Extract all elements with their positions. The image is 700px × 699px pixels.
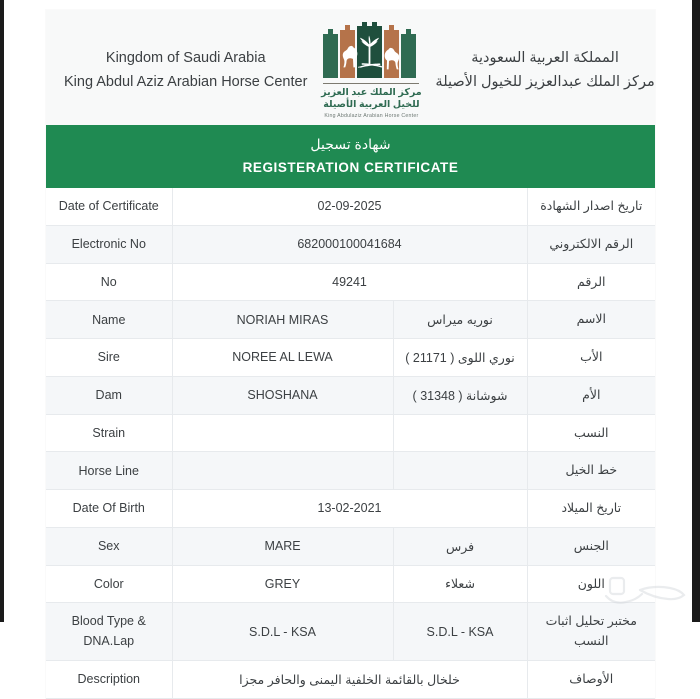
table-row [46, 188, 655, 225]
table-row [46, 661, 655, 699]
header-english-line-2: King Abdul Aziz Arabian Horse Center [64, 73, 308, 90]
row-english-label: Blood Type & DNA.Lap [46, 603, 172, 661]
row-value-arabic: نوري اللوى ( 21171 ) [393, 339, 527, 377]
row-value-arabic [393, 414, 527, 452]
row-english-label: Color [46, 565, 172, 603]
row-arabic-label: خط الخيل [527, 452, 655, 490]
row-arabic-label: الأم [527, 376, 655, 414]
header-arabic-block [435, 47, 654, 95]
row-english-label: Dam [46, 376, 172, 414]
row-value-english: SHOSHANA [172, 376, 393, 414]
header-arabic-line-2: مركز الملك عبدالعزيز للخيول الأصيلة [435, 73, 655, 90]
row-english-label: Electronic No [46, 225, 172, 263]
table-row [46, 376, 655, 414]
device-edge-right [692, 0, 700, 622]
row-value-english [172, 414, 393, 452]
certificate-details-table [46, 188, 655, 699]
row-value-arabic: S.D.L - KSA [393, 603, 527, 661]
row-value-english: S.D.L - KSA [172, 603, 393, 661]
certificate-header [46, 10, 655, 125]
row-value: 13-02-2021 [172, 490, 527, 528]
row-english-label: Description [46, 661, 172, 699]
table-row [46, 339, 655, 377]
row-english-label: Name [46, 301, 172, 339]
row-arabic-label: الرقم الالكتروني [527, 225, 655, 263]
table-row [46, 301, 655, 339]
row-english-label: Sex [46, 527, 172, 565]
row-value-english: NORIAH MIRAS [172, 301, 393, 339]
organization-logo [307, 22, 435, 119]
row-english-label: Horse Line [46, 452, 172, 490]
certificate-title-band [46, 125, 655, 188]
row-value-english: NOREE AL LEWA [172, 339, 393, 377]
row-value-arabic: شوشانة ( 31348 ) [393, 376, 527, 414]
row-value-arabic: شعلاء [393, 565, 527, 603]
horse-center-crest-icon [319, 22, 423, 80]
table-row [46, 452, 655, 490]
row-arabic-label: الاسم [527, 301, 655, 339]
table-row [46, 527, 655, 565]
row-value-arabic: نوريه ميراس [393, 301, 527, 339]
table-row [46, 565, 655, 603]
row-english-label: Strain [46, 414, 172, 452]
table-row [46, 263, 655, 301]
row-arabic-label: تاريخ اصدار الشهادة [527, 188, 655, 225]
row-value-arabic [393, 452, 527, 490]
row-value-english: GREY [172, 565, 393, 603]
row-arabic-label: مختبر تحليل اثبات النسب [527, 603, 655, 661]
row-value-english: MARE [172, 527, 393, 565]
header-english-line-1: Kingdom of Saudi Arabia [105, 49, 266, 66]
header-arabic-line-1: المملكة العربية السعودية [471, 49, 619, 66]
table-row [46, 490, 655, 528]
row-value-english [172, 452, 393, 490]
row-value: 682000100041684 [172, 225, 527, 263]
row-value: 02-09-2025 [172, 188, 527, 225]
row-value: 49241 [172, 263, 527, 301]
table-row [46, 603, 655, 661]
row-arabic-label: الرقم [527, 263, 655, 301]
table-row [46, 414, 655, 452]
certificate-title-english: REGISTERATION CERTIFICATE [242, 160, 459, 175]
row-value-arabic: فرس [393, 527, 527, 565]
logo-arabic-line-2: للخيل العربية الأصيلة [323, 99, 420, 111]
row-arabic-label: الأب [527, 339, 655, 377]
row-arabic-label: الجنس [527, 527, 655, 565]
logo-arabic-line-1: مركز الملك عبد العزيز [321, 87, 422, 99]
logo-divider [323, 83, 419, 85]
row-english-label: Sire [46, 339, 172, 377]
logo-english-line: King Abdulaziz Arabian Horse Center [324, 113, 419, 120]
row-english-label: Date of Certificate [46, 188, 172, 225]
row-english-label: Date Of Birth [46, 490, 172, 528]
device-edge-left [0, 0, 4, 622]
table-row [46, 225, 655, 263]
header-english-block [64, 47, 307, 95]
row-value: خلخال بالقائمة الخلفية اليمنى والحافر مجزا [172, 661, 527, 699]
row-arabic-label: اللون [527, 565, 655, 603]
certificate-card [46, 10, 655, 699]
row-english-label: No [46, 263, 172, 301]
row-arabic-label: الأوصاف [527, 661, 655, 699]
row-arabic-label: النسب [527, 414, 655, 452]
row-arabic-label: تاريخ الميلاد [527, 490, 655, 528]
certificate-title-arabic: شهادة تسجيل [310, 136, 391, 152]
